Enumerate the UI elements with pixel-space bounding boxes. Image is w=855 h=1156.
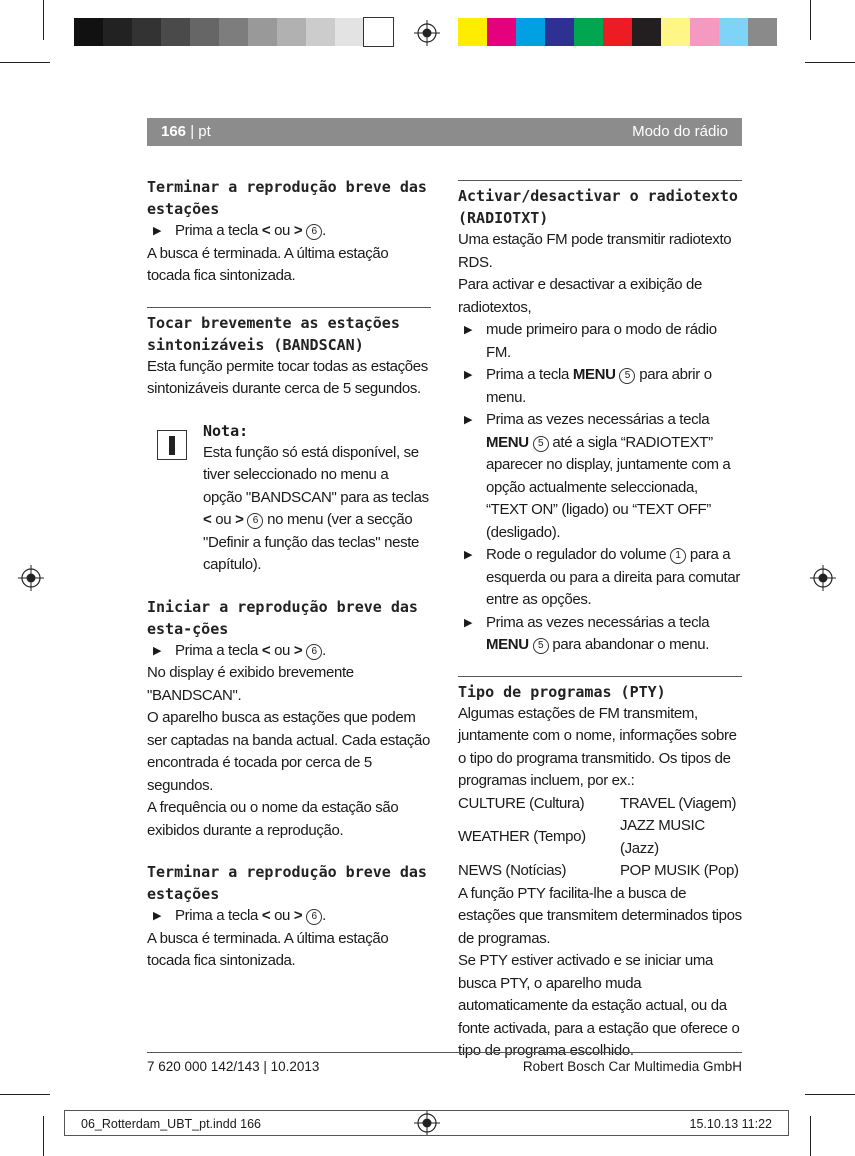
left-key-icon: < [261, 222, 271, 239]
paragraph: A busca é terminada. A última estação tocada fica sintonizada. [147, 929, 389, 969]
left-key-icon: < [203, 511, 212, 528]
table-row: WEATHER (Tempo) JAZZ MUSIC (Jazz) [458, 817, 705, 857]
color-swatch [190, 18, 219, 46]
color-swatch [132, 18, 161, 46]
section-title: Modo do rádio [632, 123, 728, 140]
key-number-badge: 5 [533, 638, 549, 654]
bullet-arrow-icon: ▶ [464, 616, 473, 629]
right-column [458, 180, 742, 1063]
right-key-icon: > [293, 907, 303, 924]
color-swatch [516, 18, 545, 46]
slug-filename: 06_Rotterdam_UBT_pt.indd 166 [81, 1117, 261, 1131]
slug-date: 15.10.13 11:22 [689, 1117, 772, 1131]
footer-company: Robert Bosch Car Multimedia GmbH [522, 1059, 742, 1074]
color-swatch [487, 18, 516, 46]
bullet-arrow-icon: ▶ [464, 324, 473, 336]
page-header [147, 118, 742, 146]
right-key-icon: > [293, 222, 303, 239]
paragraph: No display é exibido brevemente "BANDSCAN". [147, 664, 354, 704]
footer-doc-number: 7 620 000 142/143 | 10.2013 [147, 1059, 320, 1074]
print-slug [64, 1110, 789, 1136]
bullet-arrow-icon: ▶ [464, 549, 473, 561]
list-item: ▶ Prima a tecla < ou > 6 . [147, 640, 431, 663]
right-key-icon: > [293, 641, 303, 659]
menu-key-label: MENU [572, 366, 616, 383]
heading-bandscan: Tocar brevemente as estações sintonizáveis (BANDSCAN) [147, 313, 400, 354]
color-swatch [364, 18, 393, 46]
note-title: Nota: [203, 421, 249, 440]
table-row: NEWS (Notícias) POP MUSIK (Pop) [458, 862, 739, 879]
paragraph: A busca é terminada. A última estação tocada fica sintonizada. [147, 244, 389, 284]
color-swatch [74, 18, 103, 46]
color-swatch [632, 18, 661, 46]
color-swatch [219, 18, 248, 46]
paragraph: Se PTY estiver activado e se iniciar uma busca PTY, o aparelho muda automaticamente da estação actual, ou da fonte activada, para a estação que oferece o tipo de programa escolhido. [458, 952, 740, 1059]
right-key-icon: > [235, 511, 244, 528]
paragraph: O aparelho busca as estações que podem ser captadas na banda actual. Cada estação encontrada é tocada por cerca de 5 segundos. [147, 709, 431, 794]
key-number-badge: 6 [306, 909, 322, 925]
color-swatch [545, 18, 574, 46]
color-swatch [335, 18, 364, 46]
menu-key-label: MENU [486, 433, 529, 451]
list-item: ▶ Rode o regulador do volume 1 para a esquerda ou para a direita para comutar entre as opções. [464, 546, 741, 608]
list-item: ▶ mude primeiro para o modo de rádio FM. [464, 321, 717, 361]
key-number-badge: 5 [533, 436, 549, 452]
menu-key-label: MENU [486, 636, 529, 653]
list-item: ▶ Prima as vezes necessárias a tecla MENU 5 para abandonar o menu. [464, 613, 710, 653]
key-number-badge: 5 [619, 368, 635, 384]
language-code: | pt [190, 123, 211, 140]
page-number: 166 [161, 123, 187, 140]
registration-mark-top-icon [414, 20, 440, 46]
registration-mark-right-icon [810, 565, 836, 591]
key-number-badge: 6 [306, 644, 322, 660]
key-number-badge: 6 [306, 224, 322, 240]
pty-table [458, 793, 742, 883]
color-swatch [748, 18, 777, 46]
paragraph: A função PTY facilita-lhe a busca de estações que transmitem determinados tipos de programas. [458, 884, 742, 947]
color-swatch [248, 18, 277, 46]
bullet-arrow-icon: ▶ [464, 369, 473, 381]
heading-stop-scan: Terminar a reprodução breve das estações [147, 178, 427, 218]
paragraph: Algumas estações de FM transmitem, juntamente com o nome, informações sobre o tipo do programa transmitido. Os tipos de programas incluem, por ex.: [458, 704, 737, 789]
color-swatch [574, 18, 603, 46]
list-item: ▶ Prima a tecla < ou > 6 . [147, 220, 431, 243]
left-key-icon: < [261, 641, 271, 659]
note-box [147, 420, 431, 577]
heading-pty: Tipo de programas (PTY) [458, 682, 666, 701]
bullet-arrow-icon: ▶ [464, 414, 473, 426]
paragraph: Esta função permite tocar todas as estações sintonizáveis durante cerca de 5 segundos. [147, 357, 428, 397]
color-swatch [277, 18, 306, 46]
color-swatch [719, 18, 748, 46]
color-swatch [661, 18, 690, 46]
color-swatch [161, 18, 190, 46]
color-swatch [306, 18, 335, 46]
color-swatch [103, 18, 132, 46]
footer-rule [147, 1052, 742, 1053]
list-item: ▶ Prima a tecla < ou > 6 . [147, 905, 431, 928]
color-swatch [690, 18, 719, 46]
bullet-arrow-icon: ▶ [153, 225, 162, 237]
bullet-arrow-icon: ▶ [153, 644, 162, 657]
paragraph: Para activar e desactivar a exibição de radiotextos, [458, 276, 702, 316]
note-text: Esta função só está disponível, se tiver seleccionado no menu a opção "BANDSCAN" para as teclas < ou > 6 no menu (ver a secção "Definir a função das teclas" neste capítulo). [203, 443, 429, 573]
list-item: ▶ Prima a tecla MENU 5 para abrir o menu. [464, 366, 712, 406]
registration-mark-left-icon [18, 565, 44, 591]
info-icon [157, 430, 187, 460]
left-column [147, 176, 431, 973]
heading-start-scan: Iniciar a reprodução breve das esta-ções [147, 597, 418, 638]
color-swatch [603, 18, 632, 46]
paragraph: A frequência ou o nome da estação são exibidos durante a reprodução. [147, 799, 399, 839]
heading-stop-scan-2: Terminar a reprodução breve das estações [147, 863, 427, 903]
key-number-badge: 1 [670, 548, 686, 564]
key-number-badge: 6 [247, 513, 263, 529]
table-row: CULTURE (Cultura) TRAVEL (Viagem) [458, 794, 737, 812]
left-key-icon: < [261, 907, 271, 924]
paragraph: Uma estação FM pode transmitir radiotexto RDS. [458, 231, 732, 271]
color-swatch [458, 18, 487, 46]
bullet-arrow-icon: ▶ [153, 910, 162, 922]
list-item: ▶ Prima as vezes necessárias a tecla MENU 5 até a sigla “RADIOTEXT” aparecer no display, juntamente com a opção actualmente seleccionada, “TEXT ON” (ligado) ou “TEXT OFF” (desligado). [464, 411, 731, 541]
heading-radiotext: Activar/desactivar o radiotexto (RADIOTXT) [458, 187, 738, 227]
